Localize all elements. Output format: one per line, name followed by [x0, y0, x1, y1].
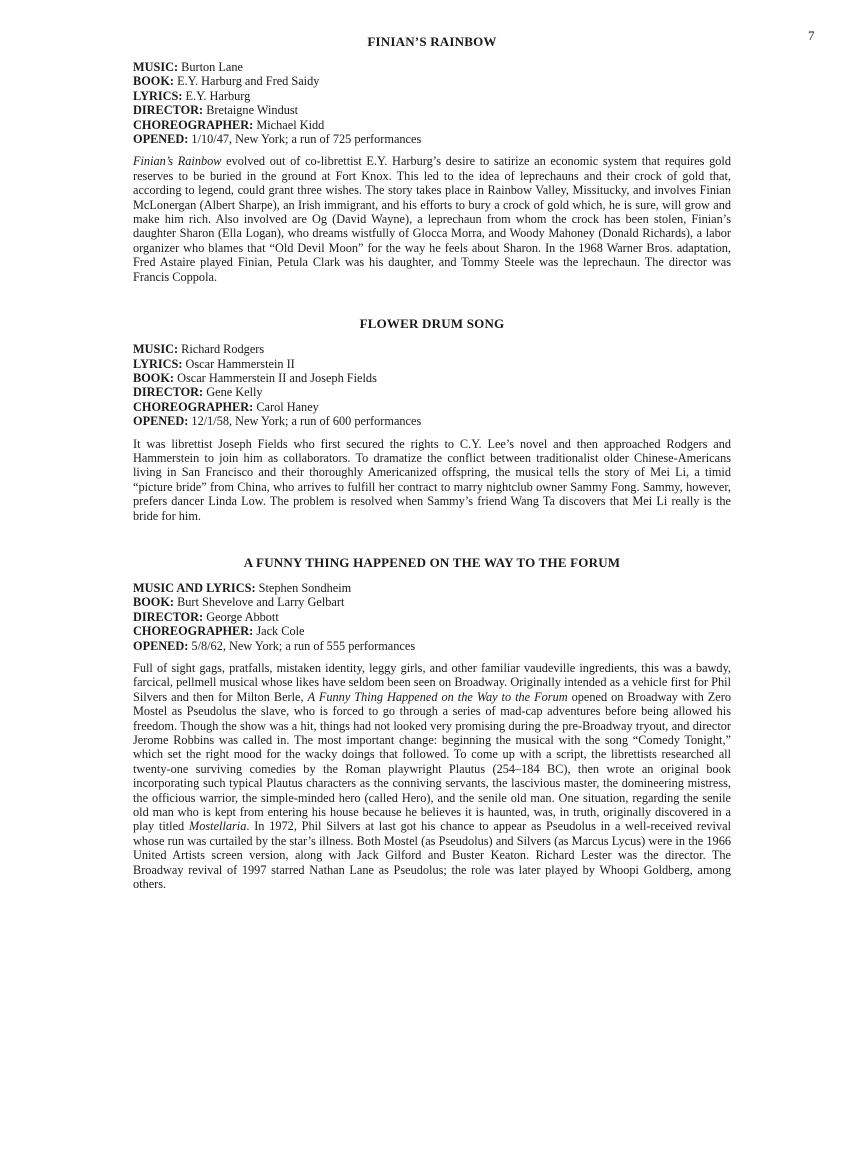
section-funny-thing-forum [133, 554, 731, 892]
credit-label: CHOREOGRAPHER: [133, 624, 254, 639]
page-number: 7 [808, 28, 815, 43]
description-text: evolved out of co-librettist E.Y. Harburg’s desire to satirize an economic system that requires gold reserves to be buried in the ground at Fort Knox. This led to the idea of leprechauns and their crock of gold that, according to legend, could grant three wishes. The story takes place in Rainbow Valley, Missitucky, and involves Finian McLonergan (Albert Sharpe), an Irish immigrant, and his efforts to bury a crock of gold which, he is sure, will grow and make him rich. Also involved are Og (David Wayne), a leprechaun from whom the crock has been stolen, Finian’s daughter Sharon (Ella Logan), who dreams wistfully of Glocca Morra, and Woody Mahoney (Donald Richards), a labor organizer who blames that “Old Devil Moon” for the way he feels about Sharon. In the 1968 Warner Bros. adaptation, Fred Astaire played Finian, Petula Clark was his daughter, and Tommy Steele was the leprechaun. The director was Francis Coppola. [133, 154, 731, 284]
credit-label: LYRICS: [133, 88, 183, 103]
credit-label: DIRECTOR: [133, 103, 204, 118]
credit-label: BOOK: [133, 370, 174, 385]
section-flower-drum-song [133, 315, 731, 523]
credit-label: DIRECTOR: [133, 385, 204, 400]
section-title: A FUNNY THING HAPPENED ON THE WAY TO THE FORUM [243, 554, 621, 570]
description-text: . In 1972, Phil Silvers at last got his chance to appear as Pseudolus in a well-received revival whose run was curtailed by the star’s illness. Both Mostel (as Pseudolus) and Silvers (as Marcus Lycus) were in the 1966 United Artists screen version, along with Jack Gilford and Buster Keaton. Richard Lester was the director. The Broadway revival of 1997 starred Nathan Lane as Pseudolus; the role was later played by Whoopi Goldberg, among others. [133, 819, 731, 892]
credit-choreographer [133, 400, 731, 414]
credit-value: George Abbott [206, 609, 279, 624]
credit-choreographer [133, 624, 731, 638]
credit-value: Oscar Hammerstein II [185, 356, 295, 371]
credit-label: OPENED: [133, 638, 189, 653]
section-title: FINIAN’S RAINBOW [367, 34, 497, 49]
page-content [133, 33, 731, 892]
credits-list [133, 342, 731, 428]
section-description [133, 154, 731, 284]
credit-label: DIRECTOR: [133, 609, 204, 624]
credit-opened [133, 639, 731, 653]
play-title-italic: Mostellaria [188, 819, 247, 834]
credit-value: Jack Cole [256, 624, 305, 639]
section-description [133, 661, 731, 892]
credit-label: MUSIC: [133, 60, 179, 74]
credit-value: Burton Lane [181, 60, 243, 74]
credit-value: 12/1/58, New York; a run of 600 performances [191, 414, 422, 429]
credit-opened [133, 132, 731, 146]
credit-label: OPENED: [133, 132, 189, 147]
credit-value: Richard Rodgers [181, 342, 265, 357]
credit-value: Oscar Hammerstein II and Joseph Fields [177, 370, 377, 385]
credits-list [133, 60, 731, 146]
section-description: It was librettist Joseph Fields who first secured the rights to C.Y. Lee’s novel and then approached Rodgers and Hammerstein to join him as collaborators. To dramatize the conflict between traditionalist older Chinese-Americans living in San Francisco and their thoroughly Americanized offspring, the musical tells the story of Mei Li, a timid “picture bride” from China, who arrives to fulfill her contract to marry nightclub owner Sammy Fong. Sammy, however, prefers dancer Linda Low. The problem is resolved when Sammy’s friend Wang Ta discovers that Mei Li really is the bride for him. [133, 436, 731, 523]
credit-book [133, 371, 731, 385]
credit-label: CHOREOGRAPHER: [133, 399, 254, 414]
credit-lyrics [133, 357, 731, 371]
credit-value: 1/10/47, New York; a run of 725 performances [191, 132, 422, 147]
credit-value: Stephen Sondheim [258, 580, 352, 595]
credit-label: CHOREOGRAPHER: [133, 117, 254, 132]
credit-book [133, 595, 731, 609]
description-text: opened on Broadway with Zero Mostel as Pseudolus the slave, who is forced to go through a series of mad-cap adventures before being allowed his freedom. Though the show was a hit, things had not looked very promising during the pre-Broadway tryout, and director Jerome Robbins was called in. The most important change: beginning the musical with the song “Comedy Tonight,” which set the right mood for the wacky doings that followed. To come up with a script, the librettists researched all twenty-one surviving comedies by the Roman playwright Plautus (254–184 BC), then wrote an original book incorporating such typical Plautus characters as the conniving servants, the lascivious master, the domineering mistress, the officious warrior, the simple-minded hero (called Hero), and the senile old man. One situation, regarding the senile old man who is kept from entering his house because he believes it is haunted, was, in truth, originally discovered in a play titled [133, 689, 732, 834]
credit-lyrics [133, 89, 731, 103]
credit-label: MUSIC: [133, 342, 179, 357]
credit-value: Burt Shevelove and Larry Gelbart [177, 595, 345, 610]
credit-label: MUSIC AND LYRICS: [133, 580, 256, 595]
credit-label: OPENED: [133, 414, 189, 429]
credit-director [133, 103, 731, 117]
credits-list [133, 581, 731, 653]
credit-label: BOOK: [133, 595, 174, 610]
credit-director [133, 610, 731, 624]
description-text: Full of sight gags, pratfalls, mistaken identity, leggy girls, and other familiar vaudeville ingredients, this was a bawdy, farcical, pellmell musical whose likes have seldom been seen on Broadway. Originally intended as a vehicle first for Phil Silvers and then for Milton Berle, [133, 661, 731, 704]
credit-value: Michael Kidd [256, 117, 325, 132]
credit-value: E.Y. Harburg [185, 88, 251, 103]
credit-value: 5/8/62, New York; a run of 555 performances [191, 638, 416, 653]
credit-music-and-lyrics [133, 581, 731, 595]
credit-opened [133, 414, 731, 428]
credit-value: Gene Kelly [206, 385, 263, 400]
credit-book [133, 74, 731, 88]
credit-value: Bretaigne Windust [206, 103, 299, 118]
section-title: FLOWER DRUM SONG [359, 316, 505, 332]
show-title-italic: A Funny Thing Happened on the Way to the Forum [307, 689, 568, 704]
credit-value: Carol Haney [256, 399, 319, 414]
credit-music [133, 342, 731, 356]
credit-value: E.Y. Harburg and Fred Saidy [177, 74, 320, 89]
credit-director [133, 385, 731, 399]
credit-choreographer [133, 118, 731, 132]
show-title-italic: Finian’s Rainbow [133, 154, 222, 169]
credit-music [133, 60, 731, 74]
credit-label: BOOK: [133, 74, 174, 89]
section-finians-rainbow [133, 33, 731, 284]
credit-label: LYRICS: [133, 356, 183, 371]
